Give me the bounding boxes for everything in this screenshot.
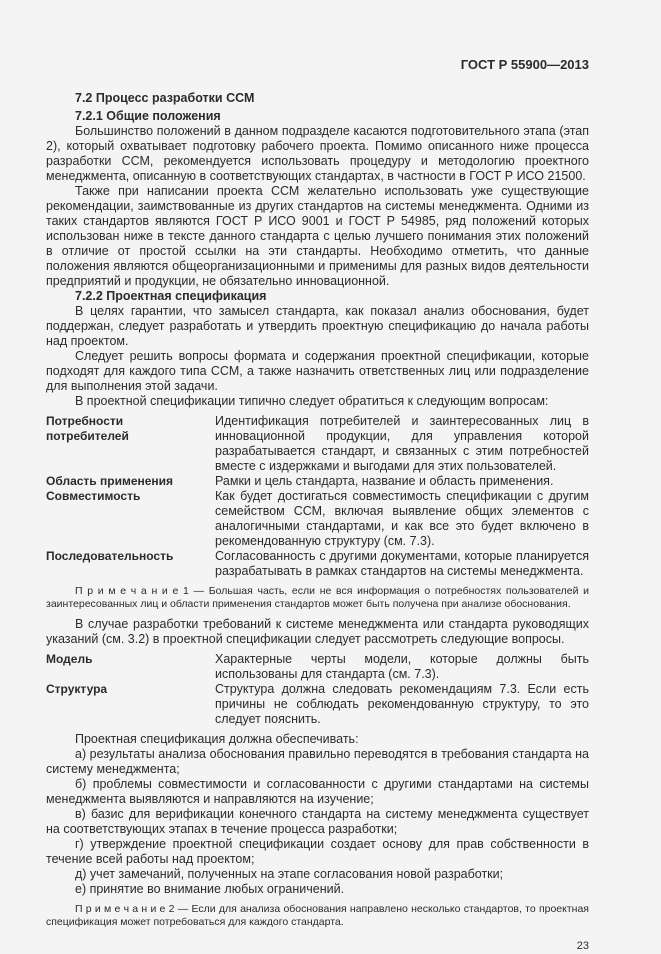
paragraph: Также при написании проекта ССМ желательно использовать уже существующие рекомендации, заимствованные из других стандартов на системы менеджмента. Одними из таких стандартов являются ГОСТ Р ИСО 9001 и ГОСТ Р 54985, ряд положений которых использован ниже в тексте данного стандарта с целью лучшего понимания этих положений в отличие от простой ссылки на эти стандарты. Необходимо отметить, что данные положения являются общеорганизационными и применимы для разных видов деятельности предприятий и продукции, не обязательно инновационной. bbox=[46, 184, 589, 288]
page-number: 23 bbox=[576, 940, 589, 952]
definition-term: Область применения bbox=[46, 474, 174, 488]
list-item: б) проблемы совместимости и согласованности с другими стандартами на системы менеджмента выявляются и направляются на изучение; bbox=[46, 777, 589, 806]
list-item: д) учет замечаний, полученных на этапе согласования новой разработки; bbox=[75, 867, 504, 881]
note-2: П р и м е ч а н и е 2 — Если для анализа обоснования направлено несколько стандартов, то проектная спецификация может потребоваться для каждого стандарта. bbox=[46, 903, 589, 928]
definition-row bbox=[46, 414, 589, 474]
list-item: а) результаты анализа обоснования правильно переводятся в требования стандарта на систему менеджмента; bbox=[46, 747, 589, 776]
definition-description: Характерные черты модели, которые должны быть использованы для стандарта (см. 7.3). bbox=[215, 652, 589, 681]
definition-row bbox=[46, 549, 589, 579]
document-header: ГОСТ Р 55900—2013 bbox=[460, 57, 589, 72]
definition-term: Совместимость bbox=[46, 489, 141, 503]
definition-term: Потребности потребителей bbox=[46, 414, 129, 443]
definition-row bbox=[46, 682, 589, 727]
definition-list-model-structure bbox=[46, 652, 589, 727]
definition-row bbox=[46, 489, 589, 549]
section-7-2-1-title: 7.2.1 Общие положения bbox=[75, 109, 221, 123]
list-item: в) базис для верификации конечного стандарта на систему менеджмента существует на соответствующих этапах в течение процесса разработки; bbox=[46, 807, 589, 836]
definition-term: Структура bbox=[46, 682, 108, 696]
paragraph: Большинство положений в данном подразделе касаются подготовительного этапа (этап 2), который охватывает подготовку рабочего проекта. Помимо описанного ниже процесса разработки ССМ, рекомендуется использовать процедуру и методологию проектного менеджмента, описанную в соответствующих стандартах, в частности в ГОСТ Р ИСО 21500. bbox=[46, 124, 589, 183]
definition-row bbox=[46, 474, 589, 489]
section-7-2-title: 7.2 Процесс разработки ССМ bbox=[75, 91, 255, 105]
paragraph: В случае разработки требований к системе менеджмента или стандарта руководящих указаний (см. 3.2) в проектной спецификации следует рассмотреть следующие вопросы. bbox=[46, 617, 589, 646]
definition-description: Согласованность с другими документами, которые планируется разрабатывать в рамках стандартов на системы менеджмента. bbox=[215, 549, 589, 578]
paragraph: В целях гарантии, что замысел стандарта, как показал анализ обоснования, будет поддержан, следует разработать и утвердить проектную спецификацию до начала работы над проектом. bbox=[46, 304, 589, 348]
list-item: е) принятие во внимание любых ограничений. bbox=[75, 882, 345, 896]
list-item: г) утверждение проектной спецификации создает основу для прав собственности в течение всей работы над проектом; bbox=[46, 837, 589, 866]
paragraph: В проектной спецификации типично следует обратиться к следующим вопросам: bbox=[75, 394, 549, 408]
paragraph: Следует решить вопросы формата и содержания проектной спецификации, которые подходят для каждого типа ССМ, а также назначить ответственных лиц или подразделение для выполнения этой задачи. bbox=[46, 349, 589, 393]
definition-description: Рамки и цель стандарта, название и область применения. bbox=[215, 474, 554, 488]
definition-list-specification-questions bbox=[46, 414, 589, 579]
definition-term: Модель bbox=[46, 652, 93, 666]
definition-description: Идентификация потребителей и заинтересованных лиц в инновационной продукции, для управления которой разрабатывается стандарт, и связанных с этим потребностей вместе с издержками и выгодами для этих пользователей. bbox=[215, 414, 589, 473]
paragraph: Проектная спецификация должна обеспечивать: bbox=[75, 732, 359, 746]
definition-description: Структура должна следовать рекомендациям 7.3. Если есть причины не соблюдать рекомендованную структуру, то это следует пояснить. bbox=[215, 682, 589, 726]
note-1: П р и м е ч а н и е 1 — Большая часть, если не вся информация о потребностях пользователей и заинтересованных лиц и области применения стандартов может быть получена при анализе обоснования. bbox=[46, 585, 589, 610]
section-7-2-2-title: 7.2.2 Проектная спецификация bbox=[75, 289, 267, 303]
definition-row bbox=[46, 652, 589, 682]
definition-description: Как будет достигаться совместимость спецификации с другим семейством ССМ, включая выявление общих элементов с аналогичными стандартами, и как все это будет включено в рекомендованную структуру (см. 7.3). bbox=[215, 489, 589, 548]
definition-term: Последовательность bbox=[46, 549, 174, 563]
